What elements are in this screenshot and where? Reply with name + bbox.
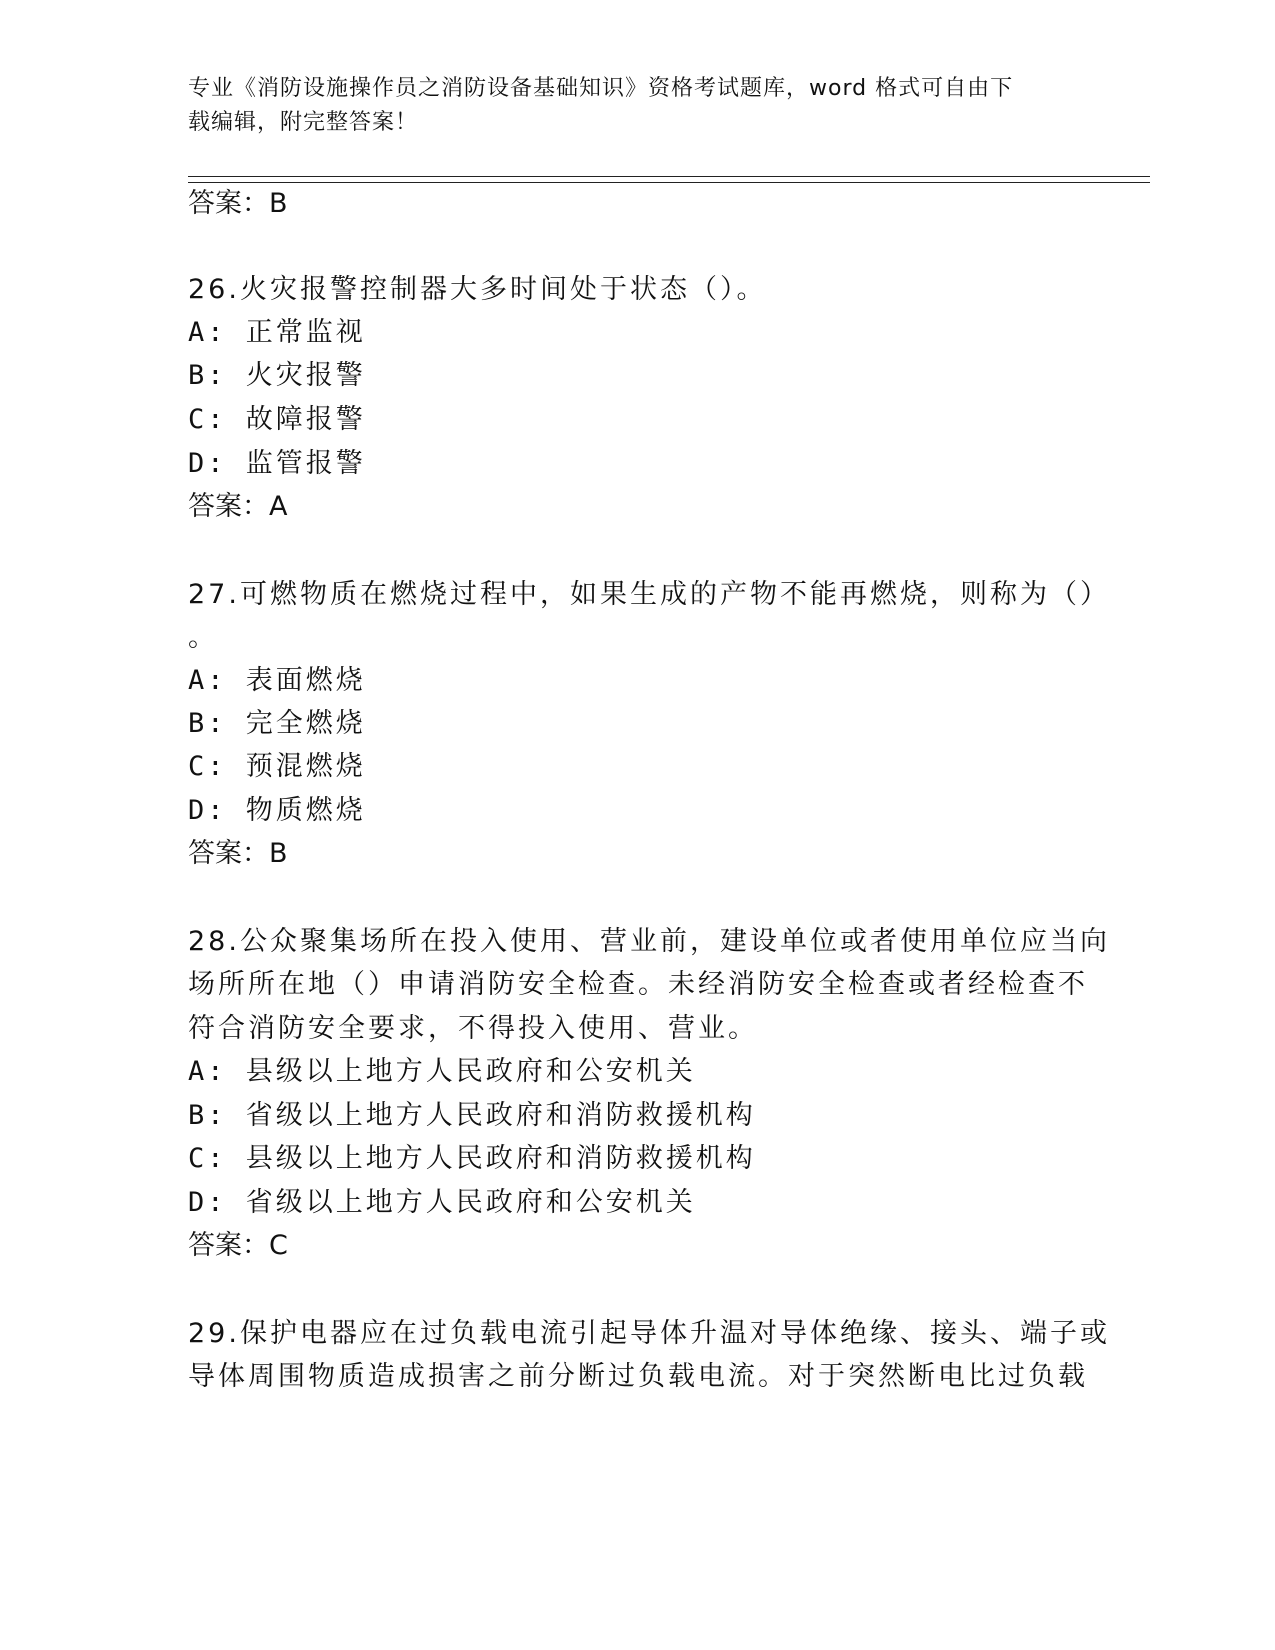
header-line-2: 载编辑，附完整答案！ xyxy=(188,110,419,135)
question-27-line1: 27.可燃物质在燃烧过程中，如果生成的产物不能再燃烧，则称为（） xyxy=(188,579,1110,610)
header-rule-bottom xyxy=(188,182,1150,183)
option-28-d: D: 省级以上地方人民政府和公安机关 xyxy=(188,1187,696,1218)
question-27-line2: 。 xyxy=(188,622,218,653)
answer-26: 答案：A xyxy=(188,491,288,522)
header-line-1: 专业《消防设施操作员之消防设备基础知识》资格考试题库，word 格式可自由下 xyxy=(188,76,1014,101)
answer-27: 答案：B xyxy=(188,838,288,869)
question-29-line1: 29.保护电器应在过负载电流引起导体升温对导体绝缘、接头、端子或 xyxy=(188,1318,1110,1349)
question-29-line2: 导体周围物质造成损害之前分断过负载电流。对于突然断电比过负载 xyxy=(188,1361,1088,1392)
option-27-d: D: 物质燃烧 xyxy=(188,795,366,826)
option-27-c: C: 预混燃烧 xyxy=(188,751,366,782)
answer-25: 答案：B xyxy=(188,188,288,219)
option-27-a: A: 表面燃烧 xyxy=(188,665,366,696)
question-28-line1: 28.公众聚集场所在投入使用、营业前，建设单位或者使用单位应当向 xyxy=(188,926,1110,957)
question-26: 26.火灾报警控制器大多时间处于状态（）。 xyxy=(188,274,767,305)
document-header xyxy=(188,72,1068,140)
header-rule-top xyxy=(188,176,1150,177)
question-28-line2: 场所所在地（）申请消防安全检查。未经消防安全检查或者经检查不 xyxy=(188,969,1088,1000)
option-26-c: C: 故障报警 xyxy=(188,404,366,435)
answer-28: 答案：C xyxy=(188,1230,288,1261)
question-28-line3: 符合消防安全要求，不得投入使用、营业。 xyxy=(188,1013,758,1044)
option-28-a: A: 县级以上地方人民政府和公安机关 xyxy=(188,1056,696,1087)
option-26-d: D: 监管报警 xyxy=(188,448,366,479)
option-27-b: B: 完全燃烧 xyxy=(188,708,366,739)
option-26-b: B: 火灾报警 xyxy=(188,360,366,391)
option-28-c: C: 县级以上地方人民政府和消防救援机构 xyxy=(188,1143,756,1174)
option-28-b: B: 省级以上地方人民政府和消防救援机构 xyxy=(188,1100,756,1131)
option-26-a: A: 正常监视 xyxy=(188,317,366,348)
